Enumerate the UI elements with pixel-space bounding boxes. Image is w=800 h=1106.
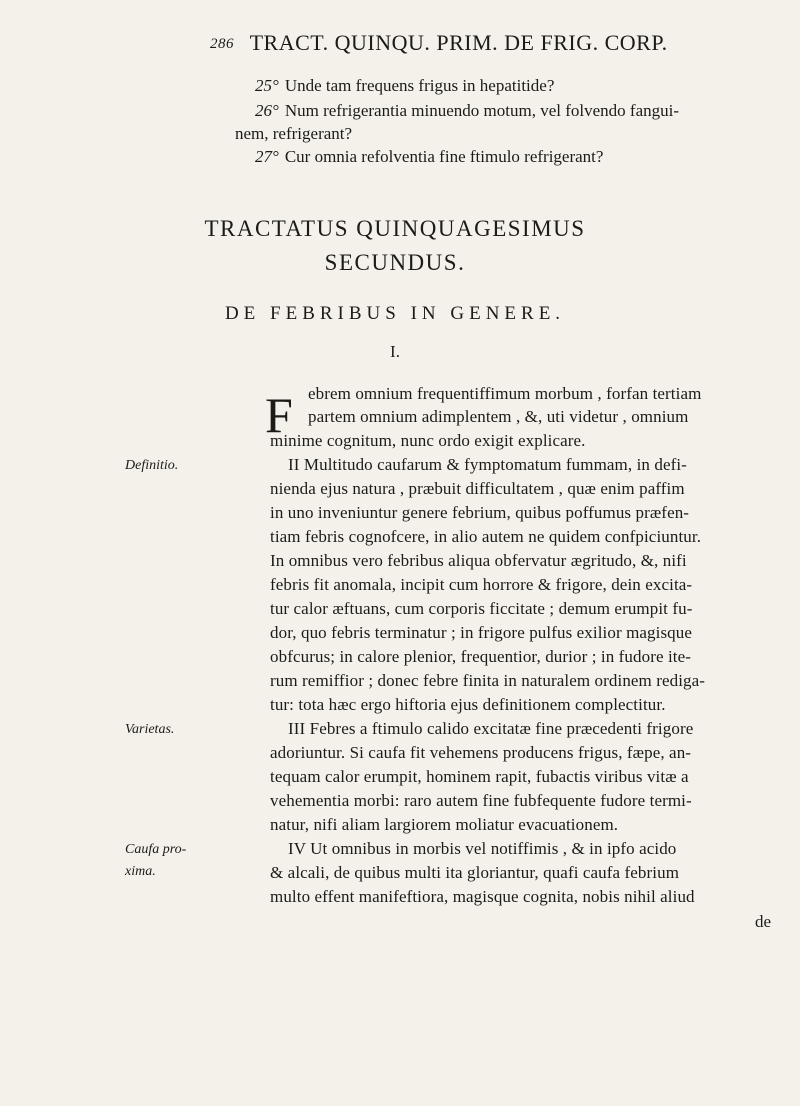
body-line: nienda ejus natura , præbuit difficultatem , quæ enim paffim [270,479,685,498]
body-line: minime cognitum, nunc ordo exigit explicare. [270,431,586,450]
question-26: 26° Num refrigerantia minuendo motum, vel folvendo fangui- [255,101,680,120]
drop-capital: F [265,387,293,443]
body-line: febris fit anomala, incipit cum horrore & frigore, dein excita- [270,575,693,594]
body-line: IV Ut omnibus in morbis vel notiffimis , & in ipfo acido [288,839,677,858]
page-number: 286 [210,36,234,52]
body-line: rum remiffior ; donec febre finita in naturalem ordinem rediga- [270,671,706,690]
body-line: dor, quo febris terminatur ; in frigore pulfus exilior magisque [270,623,693,642]
margin-note-causa-line2: xima. [125,864,156,879]
tractatus-title-line2: SECUNDUS. [324,250,466,275]
body-line: multo effent manifeftiora, magisque cognita, nobis nihil aliud [270,887,695,906]
body-line: vehementia morbi: raro autem fine fubfequente fudore termi- [270,791,692,810]
section-number: I. [390,342,400,361]
body-line: tiam febris cognofcere, in alio autem ne quidem confpiciuntur. [270,527,702,546]
section-title: DE FEBRIBUS IN GENERE. [224,303,566,324]
body-line: in uno inveniuntur genere febrium, quibus poffumus præfen- [270,503,690,522]
running-title: TRACT. QUINQU. PRIM. DE FRIG. CORP. [249,30,668,55]
body-line: natur, nifi aliam largiorem moliatur evacuationem. [270,815,619,834]
body-line: ebrem omnium frequentiffimum morbum , forfan tertiam [308,384,702,403]
body-line: tur: tota hæc ergo hiftoria ejus definitionem complectitur. [270,695,666,714]
tractatus-title-line1: TRACTATUS QUINQUAGESIMUS [204,216,586,241]
body-line: II Multitudo caufarum & fymptomatum fummam, in defi- [288,455,687,474]
question-26-continued: nem, refrigerant? [235,124,353,143]
body-line: adoriuntur. Si caufa fit vehemens producens frigus, fæpe, an- [270,743,692,762]
body-line: tequam calor erumpit, hominem rapit, fubactis viribus vitæ a [270,767,689,786]
body-line: tur calor æftuans, cum corporis ficcitate ; demum erumpit fu- [270,599,693,618]
running-header [210,30,770,56]
margin-note-causa-line1: Caufa pro- [125,842,187,857]
margin-note-definitio: Definitio. [125,458,179,473]
catchword: de [755,912,772,931]
body-line: III Febres a ftimulo calido excitatæ fine præcedenti frigore [288,719,694,738]
question-27: 27° Cur omnia refolventia fine ftimulo refrigerant? [255,147,604,166]
body-line: In omnibus vero febribus aliqua obfervatur ægritudo, &, nifi [270,551,687,570]
body-line: & alcali, de quibus multi ita gloriantur, quafi caufa febrium [270,863,680,882]
question-25: 25° Unde tam frequens frigus in hepatitide? [255,76,555,95]
margin-note-varietas: Varietas. [125,722,175,737]
body-line: partem omnium adimplentem , &, uti videtur , omnium [308,407,689,426]
body-line: obfcurus; in calore plenior, frequentior, durior ; in fudore ite- [270,647,692,666]
